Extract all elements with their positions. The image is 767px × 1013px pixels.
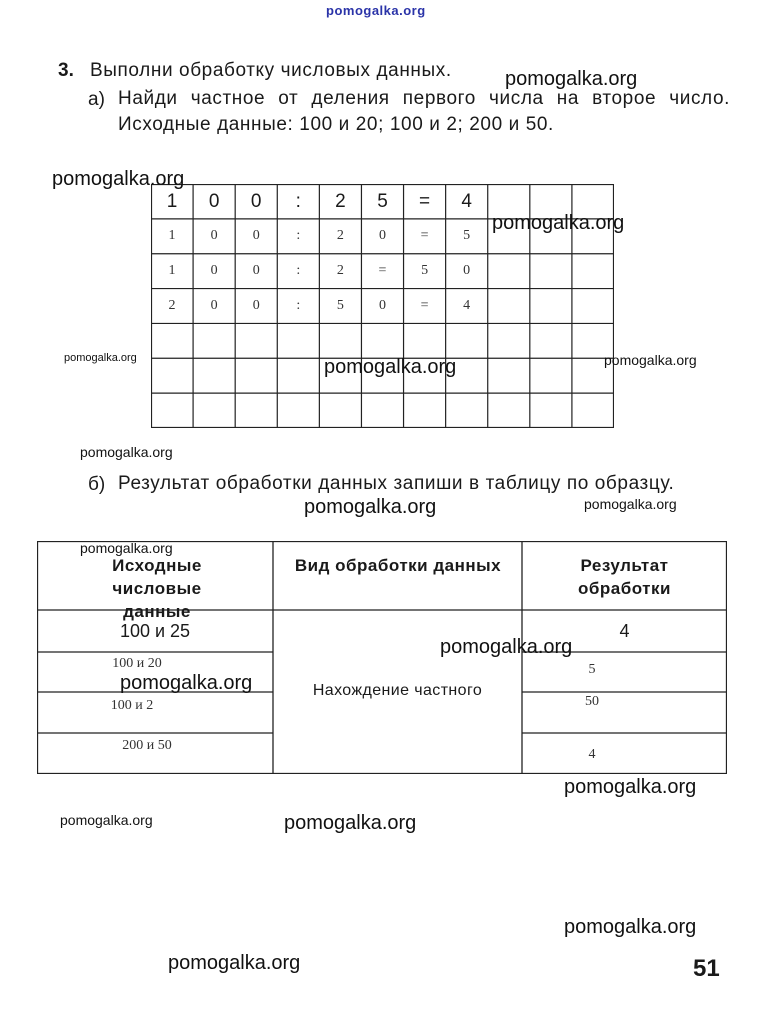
grid-answer-cell: 4 [463,297,471,313]
grid-example-cell: 5 [377,190,388,212]
table-row-1-result: 5 [588,662,596,677]
grid-answer-cell: = [420,228,429,244]
task-title: Выполни обработку числовых данных. [90,60,452,81]
grid-answer-cell: 2 [336,263,344,279]
table-row-3-input: 200 и 50 [122,738,172,753]
grid-answer-cell: : [296,297,301,313]
grid-answer-cell: 0 [378,297,386,313]
grid-answer-cell: 0 [210,297,218,313]
item-b-letter: б) [88,474,106,495]
table-row-3-result: 4 [588,747,596,762]
watermark: pomogalka.org [604,352,697,368]
watermark: pomogalka.org [440,636,573,658]
table-row-2-input: 100 и 2 [110,698,154,713]
watermark: pomogalka.org [326,3,426,18]
result-table [37,541,727,774]
grid-answer-cell: 0 [252,228,260,244]
watermark: pomogalka.org [584,496,677,512]
header-input-data: Исходные числовые данные [112,556,202,621]
watermark: pomogalka.org [324,356,457,378]
example-input: 100 и 25 [119,621,191,641]
grid-example-cell: : [295,190,301,212]
watermark: pomogalka.org [564,916,697,938]
grid-answer-cell: 2 [336,228,344,244]
grid-answer-cell: 0 [210,228,218,244]
item-a-letter: а) [88,89,105,110]
watermark: pomogalka.org [64,352,137,364]
grid-answer-cell: 1 [168,263,176,279]
task-number: 3. [58,60,74,81]
grid-answer-cell: 5 [336,297,344,313]
processing-type-cell: Нахождение частного [312,682,483,699]
grid-example-cell: 0 [208,190,220,212]
grid-answer-cell: : [296,263,301,279]
grid-answer-cell: 5 [421,263,429,279]
watermark: pomogalka.org [80,540,173,556]
grid-answer-cell: 0 [252,297,260,313]
table-row-2-result: 50 [585,694,599,709]
grid-answer-cell: 0 [463,263,471,279]
grid-example-cell: 4 [461,190,472,212]
watermark: pomogalka.org [564,776,697,798]
grid-answer-cell: = [420,297,429,313]
watermark: pomogalka.org [304,496,437,518]
item-a-text: Найди частное от деления первого числа на второе число. Исходные данные: 100 и 20; 100 и 2; 200 и 50. [118,88,730,135]
grid-answer-cell: 0 [252,263,260,279]
table-row-1-input: 100 и 20 [112,656,162,671]
grid-answer-cell: 0 [210,263,218,279]
header-processing-type: Вид обработки данных [294,556,502,575]
watermark: pomogalka.org [168,952,301,974]
grid-answer-cell: 2 [168,297,176,313]
watermark: pomogalka.org [284,812,417,834]
grid-example-cell: 2 [335,190,346,212]
grid-answer-cell: 0 [378,228,386,244]
page-number: 51 [693,955,720,982]
grid-answer-cell: 5 [463,228,471,244]
grid-answer-cell: = [378,263,387,279]
watermark: pomogalka.org [120,672,253,694]
grid-example-cell: 0 [250,190,262,212]
grid-answer-cell: : [296,228,301,244]
example-result: 4 [619,621,630,641]
watermark: pomogalka.org [80,444,173,460]
header-result: Результат обработки [578,556,671,598]
grid-example-cell: = [419,190,431,212]
watermark: pomogalka.org [492,212,625,234]
item-b-text: Результат обработки данных запиши в таблицу по образцу. [118,473,675,494]
grid-example-cell: 1 [166,190,178,212]
grid-answer-cell: 1 [168,228,176,244]
watermark: pomogalka.org [52,168,185,190]
watermark: pomogalka.org [60,812,153,828]
watermark: pomogalka.org [505,68,638,90]
